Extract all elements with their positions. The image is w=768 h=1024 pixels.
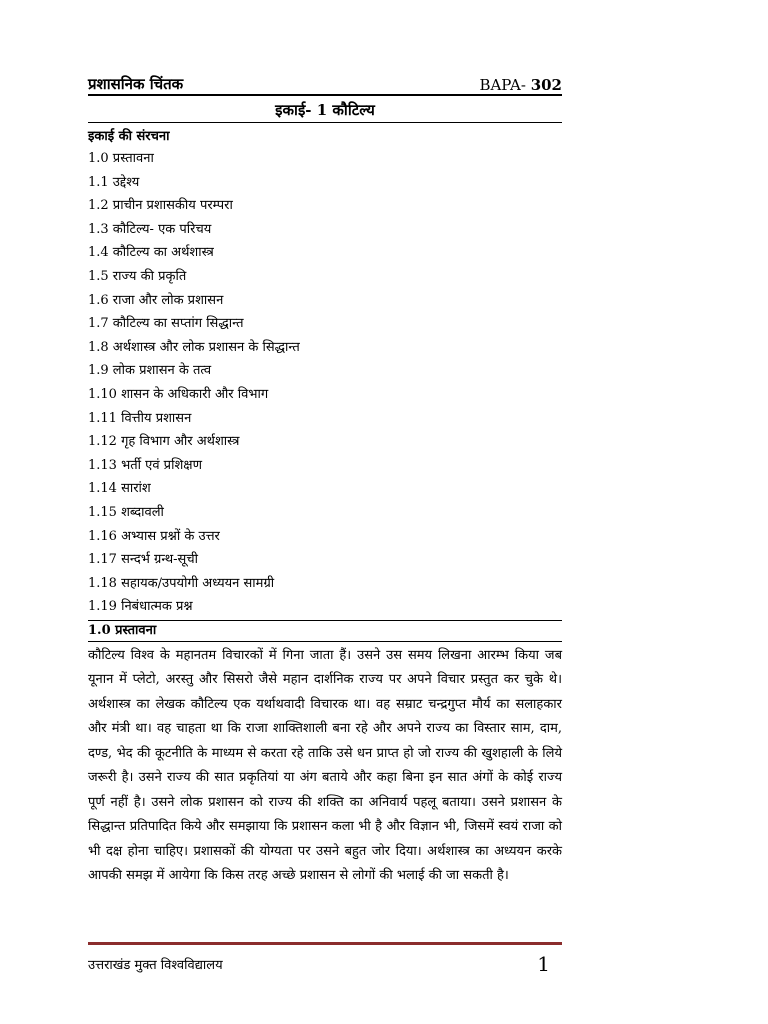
toc-item: 1.10 शासन के अधिकारी और विभाग — [88, 386, 269, 402]
toc-item: 1.8 अर्थशास्त्र और लोक प्रशासन के सिद्धान्त — [88, 339, 300, 355]
structure-heading: इकाई की संरचना — [88, 129, 170, 144]
toc-item: 1.1 उद्देश्य — [88, 174, 140, 190]
course-code — [479, 76, 562, 94]
university-name: उत्तराखंड मुक्त विश्वविद्यालय — [88, 958, 223, 973]
toc-item: 1.5 राज्य की प्रकृति — [88, 268, 187, 284]
toc-item: 1.16 अभ्यास प्रश्नों के उत्तर — [88, 528, 220, 544]
course-code-number: 302 — [530, 76, 562, 94]
document-page — [88, 64, 562, 889]
toc-item: 1.2 प्राचीन प्रशासकीय परम्परा — [88, 198, 233, 214]
toc-item: 1.9 लोक प्रशासन के तत्व — [88, 363, 212, 379]
toc-item: 1.3 कौटिल्य- एक परिचय — [88, 221, 212, 237]
page-footer — [88, 952, 550, 976]
toc-item: 1.15 शब्दावली — [88, 504, 164, 520]
toc-item: 1.13 भर्ती एवं प्रशिक्षण — [88, 457, 202, 473]
footer-rule — [88, 942, 562, 945]
toc-item: 1.19 निबंधात्मक प्रश्न — [88, 599, 193, 615]
toc-item: 1.4 कौटिल्य का अर्थशास्त्र — [88, 245, 214, 261]
toc-item: 1.18 सहायक/उपयोगी अध्ययन सामग्री — [88, 575, 275, 591]
toc-item: 1.6 राजा और लोक प्रशासन — [88, 292, 224, 308]
toc-item: 1.11 वित्तीय प्रशासन — [88, 410, 192, 426]
course-title: प्रशासनिक चिंतक — [88, 75, 184, 93]
intro-paragraph: कौटिल्य विश्व के महानतम विचारकों में गिना जाता हैं। उसने उस समय लिखना आरम्भ किया जब यूनान में प्लेटो, अरस्तु और सिसरो जैसे महान दार्शनिक राज्य पर अपने विचार प्रस्तुत कर चुके थे। अर्थशास्त्र का लेखक कौटिल्य एक यर्थाथवादी विचारक था। वह सम्राट चन्द्रगुप्त मौर्य का सलाहकार और मंत्री था। वह चाहता था कि राजा शाक्तिशाली बना रहे और अपने राज्य का विस्तार साम, दाम, दण्ड, भेद की कूटनीति के माध्यम से करता रहे ताकि उसे धन प्राप्त हो जो राज्य की खुशहाली के लिये जरूरी है। उसने राज्य की सात प्रकृतियां या अंग बताये और कहा बिना इन सात अंगों के कोई राज्य पूर्ण नहीं है। उसने लोक प्रशासन को राज्य की शक्ति का अनिवार्य पहलू बताया। उसने प्रशासन के सिद्धान्त प्रतिपादित किये और समझाया कि प्रशासन कला भी है और विज्ञान भी, जिसमें स्वयं राजा को भी दक्ष होना चाहिए। प्रशासकों की योग्यता पर उसने बहुत जोर दिया। अर्थशास्त्र का अध्ययन करके आपकी समझ में आयेगा कि किस तरह अच्छे प्रशासन से लोगों की भलाई की जा सकती है। — [88, 647, 562, 884]
intro-heading: 1.0 प्रस्तावना — [88, 620, 562, 642]
toc-item: 1.17 सन्दर्भ ग्रन्थ-सूची — [88, 552, 198, 568]
page-number: 1 — [537, 952, 550, 976]
running-header — [88, 64, 562, 96]
toc-item: 1.0 प्रस्तावना — [88, 151, 154, 166]
toc-item: 1.7 कौटिल्य का सप्तांग सिद्धान्त — [88, 316, 244, 332]
course-code-prefix: BAPA- — [479, 76, 531, 94]
toc-item: 1.14 सारांश — [88, 481, 151, 497]
toc-item: 1.12 गृह विभाग और अर्थशास्त्र — [88, 434, 240, 450]
unit-title: इकाई- 1 कौटिल्य — [88, 96, 562, 123]
table-of-contents — [88, 147, 562, 619]
